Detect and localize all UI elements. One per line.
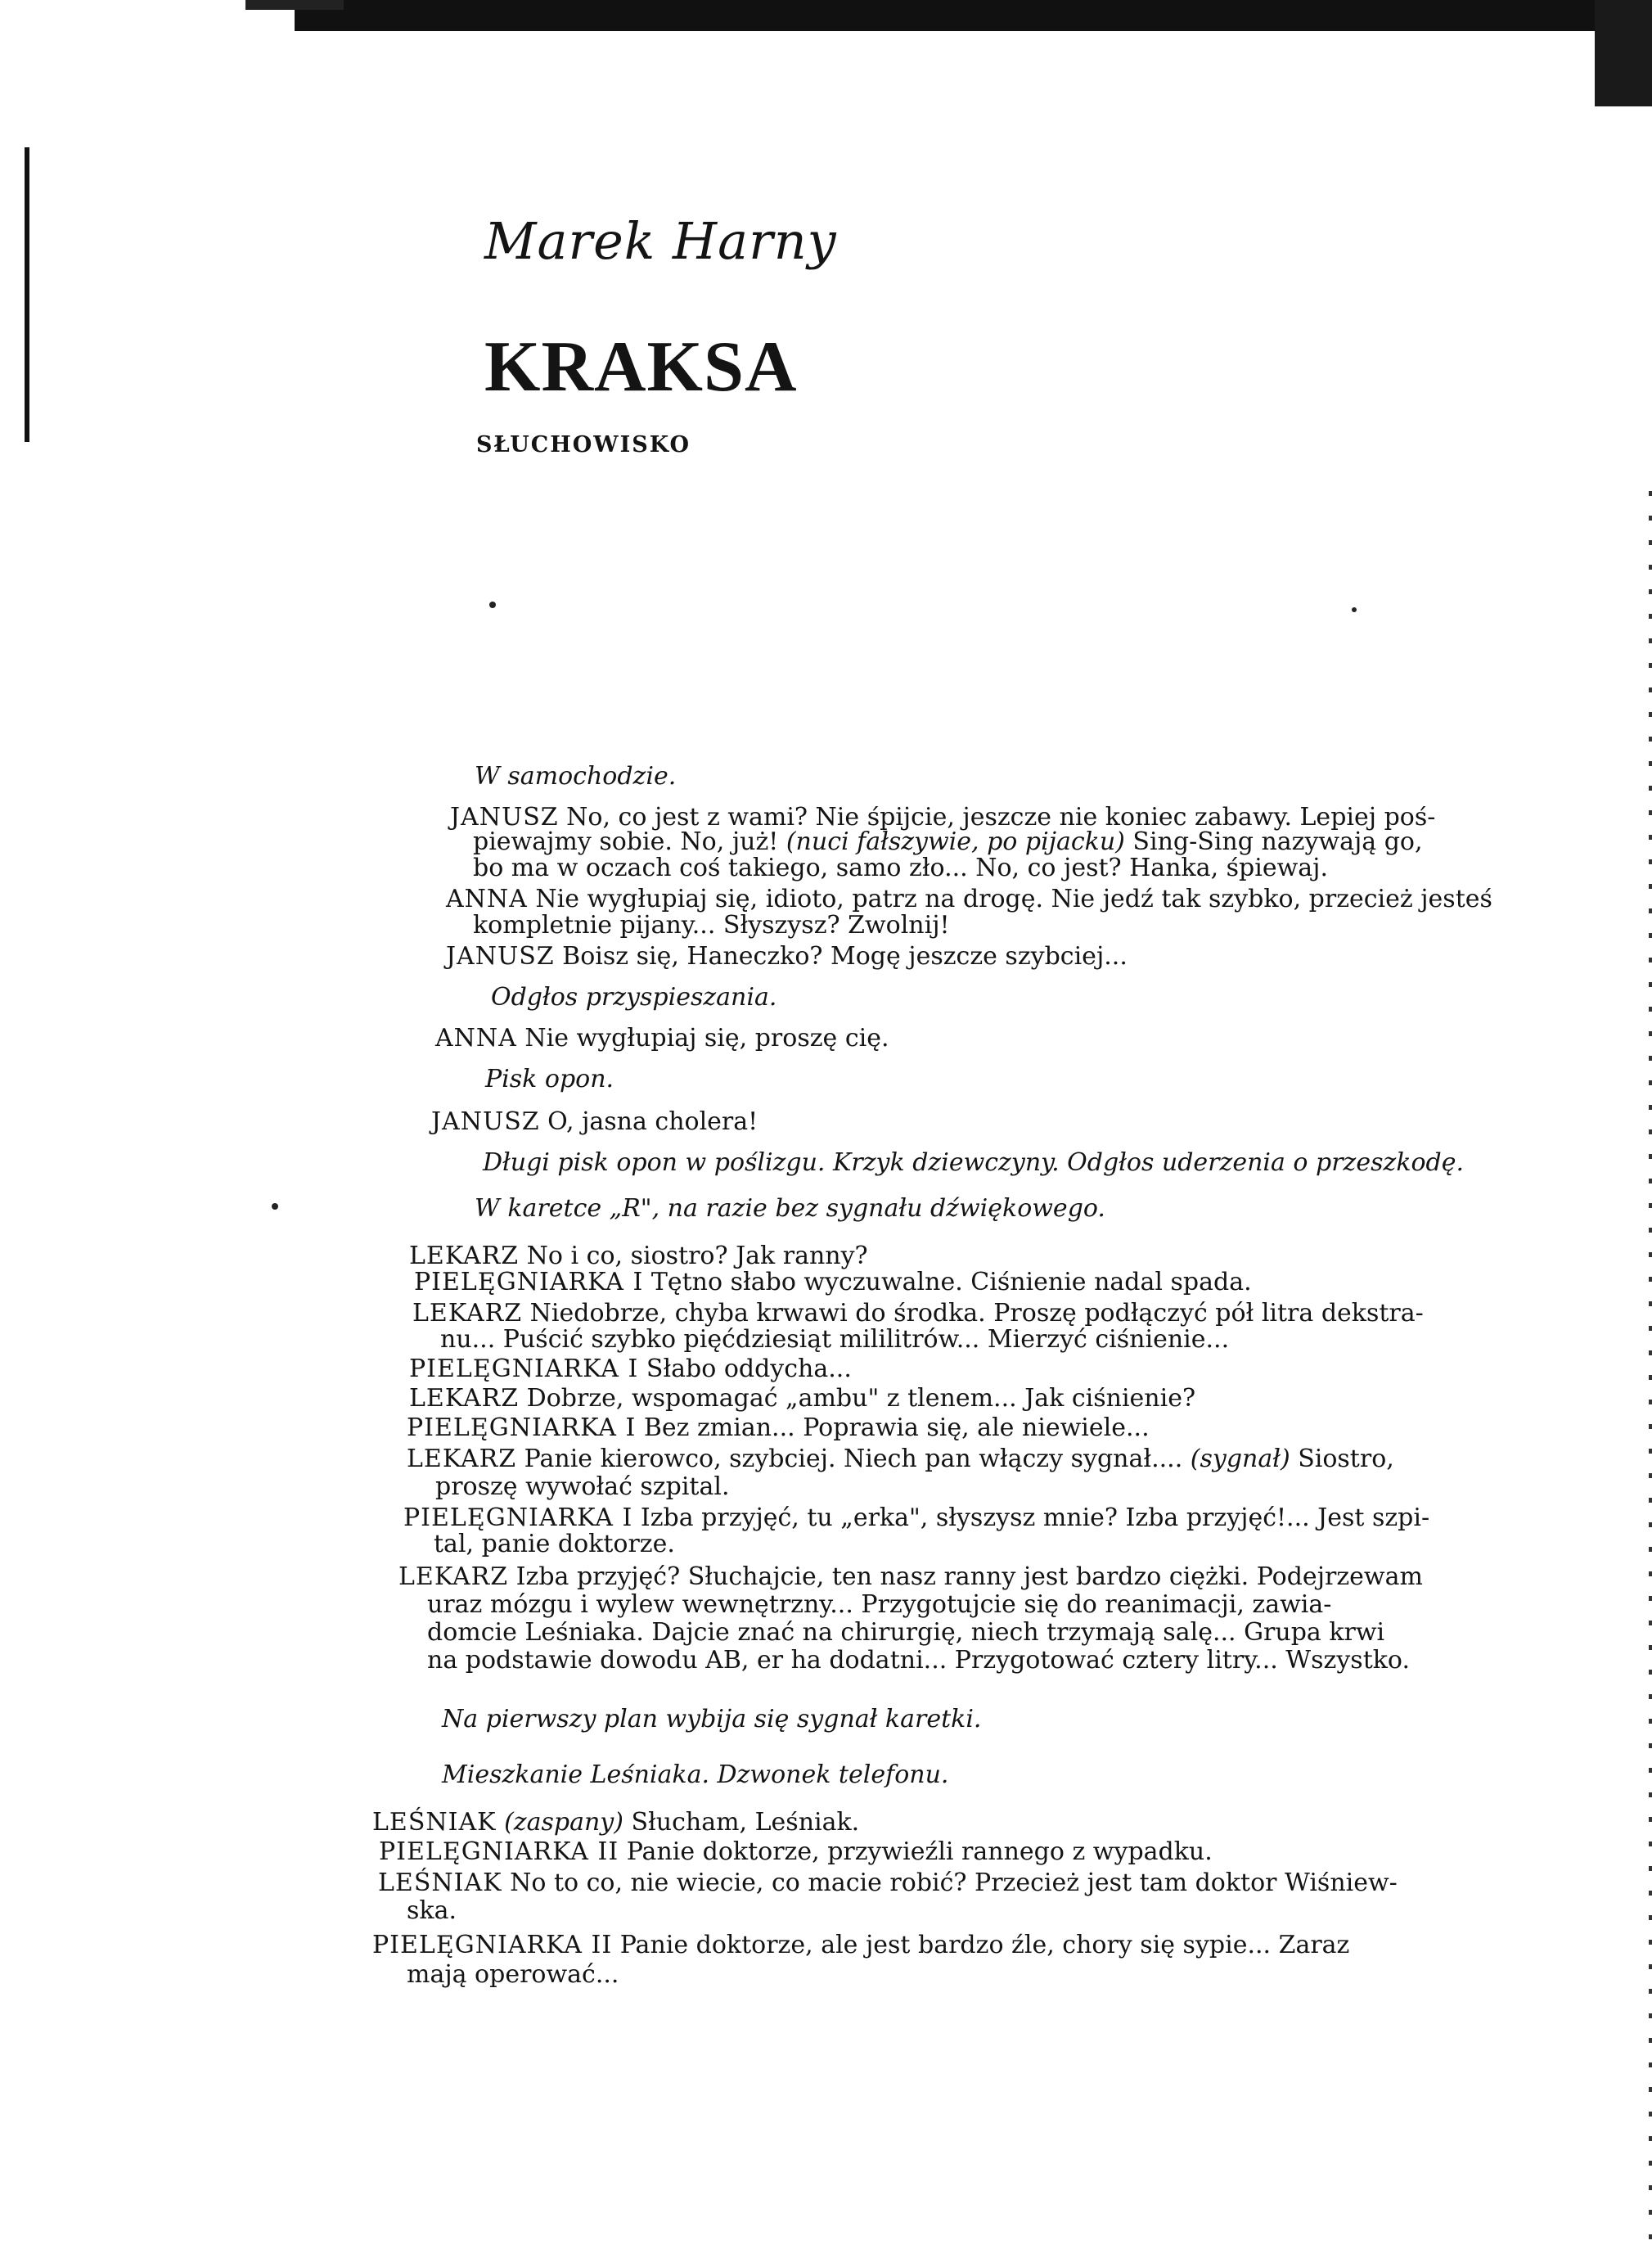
dialogue-text: mają operować...	[407, 1960, 619, 1989]
stage-direction	[442, 1706, 981, 1733]
dialogue-text: No to co, nie wiecie, co macie robić? Przecież jest tam doktor Wiśniew-	[502, 1869, 1398, 1897]
stage-direction	[475, 763, 676, 791]
speaker-name: LEŚNIAK	[372, 1808, 497, 1837]
stage-direction-text: W karetce „R", na razie bez sygnału dźwiękowego.	[475, 1194, 1105, 1223]
speaker-name: PIELĘGNIARKA I	[403, 1503, 633, 1532]
speaker-name: ANNA	[435, 1024, 517, 1053]
dialogue-continuation	[473, 828, 1423, 856]
stage-direction-text: Pisk opon.	[485, 1065, 614, 1093]
play-title: KRAKSA	[484, 327, 798, 407]
dialogue-text: ska.	[407, 1896, 457, 1925]
dialogue-continuation	[473, 854, 1328, 882]
stage-direction-text: (zaspany)	[496, 1808, 623, 1837]
dialogue-line	[372, 1809, 859, 1837]
dialogue-text: Nie wygłupiaj się, idioto, patrz na drogę. Nie jedź tak szybko, przecież jesteś	[527, 885, 1492, 913]
dialogue-text: No, co jest z wami? Nie śpijcie, jeszcze nie koniec zabawy. Lepiej poś-	[558, 803, 1436, 832]
dialogue-text: nu... Puścić szybko pięćdziesiąt mililitrów... Mierzyć ciśnienie...	[440, 1325, 1230, 1354]
stage-direction-text: W samochodzie.	[475, 762, 677, 791]
dialogue-text: Sing-Sing nazywają go,	[1124, 827, 1423, 856]
stage-direction-text: Długi pisk opon w poślizgu. Krzyk dziewczyny. Odgłos uderzenia o przeszkodę.	[483, 1148, 1465, 1177]
dialogue-line	[409, 1355, 852, 1383]
scan-top-shadow-left	[245, 0, 344, 10]
scan-corner-shadow	[1595, 0, 1652, 106]
dialogue-text: kompletnie pijany... Słyszysz? Zwolnij!	[473, 911, 950, 940]
dialogue-continuation	[407, 1897, 457, 1925]
dialogue-text: Tętno słabo wyczuwalne. Ciśnienie nadal spada.	[643, 1268, 1252, 1296]
dialogue-continuation	[434, 1530, 675, 1558]
dialogue-text: No i co, siostro? Jak ranny?	[519, 1242, 868, 1270]
dialogue-line	[414, 1269, 1252, 1296]
dialogue-text: Izba przyjęć, tu „erka", słyszysz mnie? Izba przyjęć!... Jest szpi-	[632, 1503, 1430, 1532]
stage-direction	[442, 1761, 948, 1789]
speaker-name: PIELĘGNIARKA II	[372, 1931, 613, 1959]
dialogue-line	[446, 943, 1128, 971]
dialogue-line	[378, 1869, 1398, 1897]
speaker-name: LEKARZ	[409, 1242, 520, 1270]
stage-direction-text: Mieszkanie Leśniaka. Dzwonek telefonu.	[442, 1760, 949, 1789]
speaker-name: LEKARZ	[407, 1445, 517, 1473]
dialogue-line	[435, 1025, 889, 1053]
stage-direction	[475, 1195, 1105, 1223]
dialogue-continuation	[427, 1591, 1331, 1619]
dialogue-text: Siostro,	[1290, 1445, 1394, 1473]
dialogue-text: Boisz się, Haneczko? Mogę jeszcze szybciej...	[554, 942, 1128, 971]
dialogue-continuation	[427, 1619, 1384, 1647]
dialogue-text: proszę wywołać szpital.	[435, 1472, 730, 1501]
stage-direction-text: (nuci fałszywie, po pijacku)	[785, 827, 1125, 856]
dialogue-continuation	[407, 1961, 619, 1989]
dialogue-continuation	[435, 1473, 730, 1501]
dialogue-line	[403, 1504, 1429, 1532]
dialogue-text: bo ma w oczach coś takiego, samo zło... No, co jest? Hanka, śpiewaj.	[473, 854, 1329, 882]
speaker-name: PIELĘGNIARKA I	[409, 1355, 639, 1383]
dialogue-text: Panie doktorze, ale jest bardzo źle, chory się sypie... Zaraz	[612, 1931, 1350, 1959]
speaker-name: PIELĘGNIARKA I	[407, 1413, 637, 1442]
dialogue-line	[398, 1563, 1423, 1591]
dialogue-text: na podstawie dowodu AB, er ha dodatni... Przygotować cztery litry... Wszystko.	[427, 1646, 1410, 1675]
speaker-name: PIELĘGNIARKA II	[379, 1837, 619, 1866]
dialogue-text: O, jasna cholera!	[539, 1107, 758, 1136]
scan-speck	[1352, 607, 1357, 612]
dialogue-continuation	[427, 1647, 1410, 1675]
speaker-name: LEKARZ	[398, 1562, 509, 1591]
stage-direction	[485, 1066, 614, 1093]
scan-speck	[489, 602, 496, 608]
speaker-name: LEKARZ	[409, 1384, 520, 1413]
dialogue-text: Niedobrze, chyba krwawi do środka. Proszę podłączyć pół litra dekstra-	[522, 1299, 1424, 1328]
stage-direction	[483, 1149, 1464, 1177]
dialogue-line	[412, 1300, 1424, 1328]
dialogue-line	[407, 1414, 1150, 1442]
dialogue-text: Panie doktorze, przywieźli rannego z wypadku.	[619, 1837, 1213, 1866]
speaker-name: PIELĘGNIARKA I	[414, 1268, 644, 1296]
speaker-name: JANUSZ	[450, 803, 559, 832]
dialogue-text: Bez zmian... Poprawia się, ale niewiele...	[636, 1413, 1150, 1442]
dialogue-text: piewajmy sobie. No, już!	[473, 827, 786, 856]
dialogue-line	[379, 1838, 1213, 1866]
dialogue-continuation	[440, 1326, 1229, 1354]
stage-direction-text: (sygnał)	[1190, 1445, 1290, 1473]
scan-top-shadow	[295, 0, 1652, 31]
dialogue-line	[409, 1242, 868, 1270]
scan-speck	[272, 1203, 278, 1210]
scan-right-edge-noise	[1649, 491, 1652, 2251]
dialogue-line	[409, 1385, 1195, 1413]
dialogue-text: uraz mózgu i wylew wewnętrzny... Przygotujcie się do reanimacji, zawia-	[427, 1590, 1332, 1619]
stage-direction-text: Na pierwszy plan wybija się sygnał karetki.	[442, 1705, 982, 1733]
stage-direction	[491, 984, 776, 1012]
dialogue-text: tal, panie doktorze.	[434, 1530, 675, 1558]
speaker-name: LEKARZ	[412, 1299, 523, 1328]
dialogue-text: Panie kierowco, szybciej. Niech pan włączy sygnał....	[516, 1445, 1191, 1473]
scan-left-edge-mark	[25, 147, 29, 442]
dialogue-text: domcie Leśniaka. Dajcie znać na chirurgię, niech trzymają salę... Grupa krwi	[427, 1618, 1385, 1647]
dialogue-text: Dobrze, wspomagać „ambu" z tlenem... Jak ciśnienie?	[519, 1384, 1196, 1413]
dialogue-line	[446, 886, 1492, 913]
dialogue-text: Nie wygłupiaj się, proszę cię.	[516, 1024, 889, 1053]
speaker-name: ANNA	[446, 885, 528, 913]
speaker-name: JANUSZ	[446, 942, 555, 971]
dialogue-text: Słabo oddycha...	[638, 1355, 852, 1383]
dialogue-line	[372, 1932, 1349, 1959]
dialogue-line	[407, 1445, 1394, 1473]
play-subtitle: SŁUCHOWISKO	[476, 432, 691, 458]
speaker-name: LEŚNIAK	[378, 1869, 502, 1897]
speaker-name: JANUSZ	[431, 1107, 540, 1136]
dialogue-continuation	[473, 912, 950, 940]
stage-direction-text: Odgłos przyspieszania.	[491, 983, 777, 1012]
author-name: Marek Harny	[484, 211, 837, 271]
dialogue-line	[431, 1108, 758, 1136]
dialogue-text: Słucham, Leśniak.	[623, 1808, 860, 1837]
dialogue-text: Izba przyjęć? Słuchajcie, ten nasz ranny jest bardzo ciężki. Podejrzewam	[508, 1562, 1423, 1591]
